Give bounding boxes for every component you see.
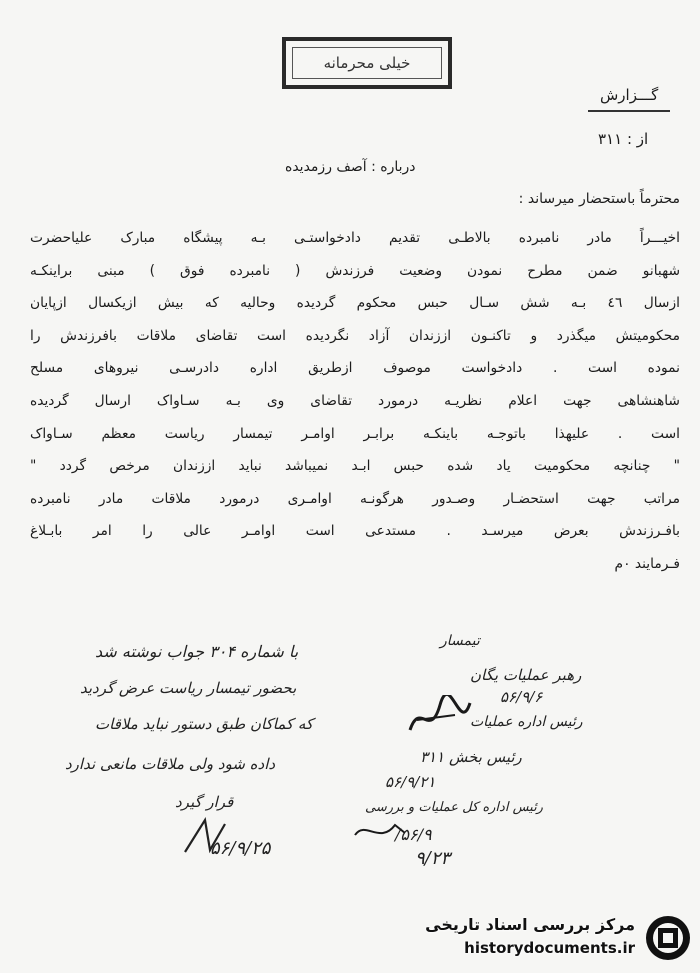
handwritten-date: ۵۶/۹/۶ — [500, 688, 543, 706]
handwritten-note-line: رئیس بخش ۳۱۱ — [420, 748, 522, 766]
department-number: از : ۳۱۱ — [598, 130, 649, 148]
body-line: شاهنشاهی جهت اعلام نظریـه درمورد تقاضای وی بـه سـاواک ارسال گردیده — [30, 392, 680, 409]
classification-stamp — [282, 37, 452, 89]
body-line: مراتب جهت استحضـار وصـدور هرگونـه اوامـری درمورد ملاقات مادر نامبرده — [30, 490, 680, 507]
subject-line: درباره : آصف رزمدیده — [285, 159, 416, 175]
signature-mark — [350, 815, 410, 845]
handwritten-note-line: بحضور تیمسار ریاست عرض گردید — [80, 679, 297, 697]
title-underline — [588, 110, 670, 112]
handwritten-date: ۹/۲۳ — [415, 848, 451, 869]
handwritten-date: ۵۶/۹/۲۱ — [385, 773, 436, 791]
body-line: اخیـــراً مادر نامبرده بالاطـی تقدیم دادخواستـی بـه پیشگاه مبارک علیاحضرت — [30, 230, 680, 246]
handwritten-date: ۵۶/۹/۲۵ — [210, 838, 271, 859]
handwritten-note-line: با شماره ۳۰۴ جواب نوشته شد — [95, 642, 299, 661]
body-line: ازسال ٤٦ بـه شش سـال حبس محکوم گردیده وحالیه که بیش ازیکسال ازپایان — [30, 295, 680, 312]
handwritten-date: ۵۶/۹/ — [395, 825, 432, 844]
archive-website: historydocuments.ir — [464, 939, 635, 957]
handwritten-note-line: رهبر عملیات یگان — [470, 666, 582, 684]
signature-mark — [180, 812, 230, 862]
handwritten-note-line: داده شود ولی ملاقات مانعی ندارد — [65, 755, 276, 773]
body-line: فـرمایند ٠م — [614, 555, 680, 572]
archive-watermark — [413, 905, 695, 967]
document-title: گـــزارش — [600, 86, 659, 104]
greeting-line: محترماً باستحضار میرساند : — [518, 191, 680, 207]
body-line: محکومیتش میگذرد و تاکنـون اززندان آزاد نگردیده است تقاضای ملاقات بافرزندش را — [30, 327, 680, 344]
body-line: نموده است . دادخواست موصوف ازطریق اداره دادرسـی نیروهای مسلح — [30, 360, 680, 377]
signature-mark — [405, 695, 475, 745]
body-line: است . علیهذا باتوجـه باینکـه برابـر اوامـر تیمسار ریاست معظم سـاواک — [30, 425, 680, 442]
report-body — [30, 222, 680, 581]
archive-name: مرکز بررسی اسناد تاریخی — [425, 915, 635, 934]
handwritten-note-line: رئیس اداره عملیات — [470, 714, 583, 730]
body-line: شهبانو ضمن مطرح نمودن وضعیت فرزندش ( نامبرده فوق ) مبنی براینکـه — [30, 262, 680, 279]
handwritten-note-line: که کماکان طبق دستور نباید ملاقات — [95, 715, 314, 733]
archive-logo-icon — [643, 913, 693, 963]
body-line: " چنانچه محکومیت یاد شده حبس ابـد نمیباشد نباید اززندان مرخص گردد " — [30, 458, 680, 475]
classification-stamp-text: خیلی محرمانه — [323, 54, 411, 72]
body-line: بافـرزندش بعرض میرسـد . مستدعی است اوامـر عالی را امر بابـلاغ — [30, 523, 680, 540]
handwritten-note-line: تیمسار — [440, 633, 480, 649]
handwritten-note-line: قرار گیرد — [175, 793, 234, 811]
handwritten-note-line: رئیس اداره کل عملیات و بررسی — [365, 800, 543, 815]
